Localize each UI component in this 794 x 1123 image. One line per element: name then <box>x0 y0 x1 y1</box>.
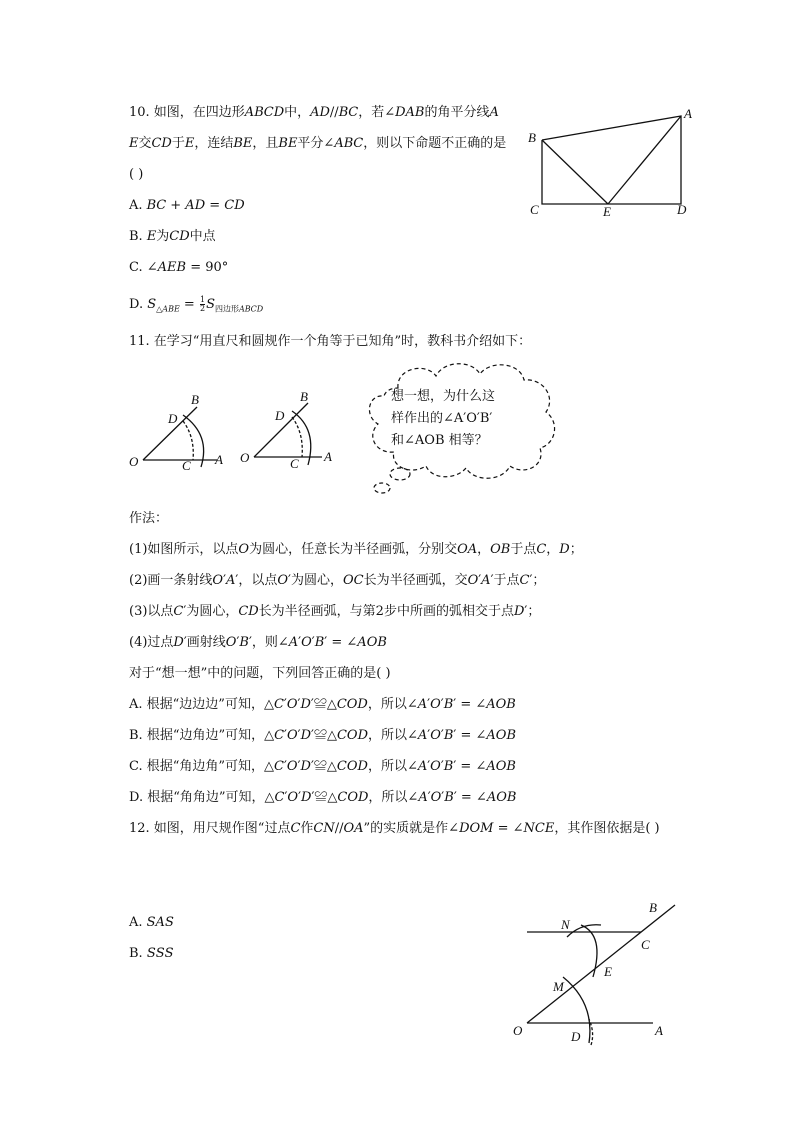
cloud-bubble-1 <box>390 468 410 480</box>
q10-option-d-prefix: D. 𝑆 <box>129 297 157 312</box>
q10-option-b: B. 𝐸为𝐶𝐷中点 <box>129 229 216 244</box>
q11-left-label-d: D <box>168 411 178 426</box>
q11-figure-right <box>236 385 341 475</box>
q12-label-n: N <box>561 917 570 932</box>
q11-left-dashed-chord <box>183 421 193 460</box>
q10-option-d-frac-den: 2 <box>199 304 206 313</box>
q11-right-label-c: C <box>290 456 299 471</box>
q10-stem-line2: 𝐸交𝐶𝐷于𝐸，连结𝐵𝐸，且𝐵𝐸平分∠𝐴𝐵𝐶，则以下命题不正确的是 <box>129 136 507 151</box>
q10-option-d <box>129 296 263 319</box>
q10-option-d-sub1: △𝐴𝐵𝐸 <box>156 304 180 314</box>
q12-stem: 12. 如图，用尺规作图“过点𝐶作𝐶𝑁//𝑂𝐴”的实质就是作∠𝐷𝑂𝑀 = ∠𝑁𝐶𝐸，其作图依据是( ) <box>129 821 660 836</box>
q12-label-m: M <box>553 979 564 994</box>
q12-figure <box>505 895 695 1045</box>
q11-question: 对于“想一想”中的问题，下列回答正确的是( ) <box>129 666 391 681</box>
q12-line-ob <box>527 905 675 1023</box>
q10-stem-line3: ( ) <box>129 167 144 182</box>
q11-step1: (1)如图所示，以点𝑂为圆心，任意长为半径画弧，分别交𝑂𝐴，𝑂𝐵于点𝐶，𝐷； <box>129 542 583 557</box>
q11-left-label-c: C <box>182 458 191 473</box>
q11-option-d: D. 根据“角角边”可知，△𝐶′𝑂′𝐷′≌△𝐶𝑂𝐷，所以∠𝐴′𝑂′𝐵′ = ∠𝐴𝑂𝐵 <box>129 790 517 805</box>
q12-label-d: D <box>571 1029 581 1044</box>
q11-option-c: C. 根据“角边角”可知，△𝐶′𝑂′𝐷′≌△𝐶𝑂𝐷，所以∠𝐴′𝑂′𝐵′ = ∠𝐴𝑂𝐵 <box>129 759 516 774</box>
q11-stem: 11. 在学习“用直尺和圆规作一个角等于已知角”时，教科书介绍如下： <box>129 334 532 349</box>
q11-figure-left <box>125 385 230 475</box>
q11-right-dashed-chord <box>292 417 302 457</box>
q12-label-e: E <box>604 964 612 979</box>
q10-figure <box>520 100 700 225</box>
q10-label-e: E <box>603 204 611 219</box>
q11-option-b: B. 根据“边角边”可知，△𝐶′𝑂′𝐷′≌△𝐶𝑂𝐷，所以∠𝐴′𝑂′𝐵′ = ∠𝐴𝑂𝐵 <box>129 728 517 743</box>
q11-step2: (2)画一条射线𝑂′𝐴′，以点𝑂′为圆心，𝑂𝐶长为半径画弧，交𝑂′𝐴′于点𝐶′； <box>129 573 546 588</box>
cloud-text-line1: 想一想，为什么这 <box>391 389 496 404</box>
q10-segment-ae <box>608 116 681 204</box>
cloud-text-line3: 和∠AOB 相等？ <box>391 433 488 448</box>
q12-label-b: B <box>649 900 657 915</box>
q11-left-label-b: B <box>191 392 199 407</box>
q11-step4: (4)过点𝐷′画射线𝑂′𝐵′，则∠𝐴′𝑂′𝐵′ = ∠𝐴𝑂𝐵 <box>129 635 387 650</box>
cloud-bubble-2 <box>374 483 390 493</box>
q12-label-c: C <box>641 937 650 952</box>
q10-option-d-eq: = <box>179 297 199 312</box>
q12-label-o: O <box>513 1023 523 1038</box>
q11-left-label-a: A <box>215 452 223 467</box>
q11-left-label-o: O <box>129 454 139 469</box>
q12-option-a: A. 𝑆𝐴𝑆 <box>129 915 174 930</box>
q10-option-d-s: 𝑆 <box>206 297 215 312</box>
q10-option-d-sub2: 四边形𝐴𝐵𝐶𝐷 <box>214 304 264 314</box>
q10-stem-line1: 10. 如图，在四边形𝐴𝐵𝐶𝐷中，𝐴𝐷//𝐵𝐶，若∠𝐷𝐴𝐵的角平分线𝐴 <box>129 105 499 120</box>
cloud-text-line2: 样作出的∠A′O′B′ <box>391 411 493 426</box>
q11-right-label-d: D <box>275 408 285 423</box>
q12-arc-small <box>567 925 601 937</box>
q12-label-a: A <box>655 1023 663 1038</box>
q10-label-d: D <box>677 202 687 217</box>
q11-step3: (3)以点𝐶′为圆心，𝐶𝐷长为半径画弧，与第2步中所画的弧相交于点𝐷′； <box>129 604 541 619</box>
q11-right-label-a: A <box>324 449 332 464</box>
q11-right-label-o: O <box>240 450 250 465</box>
q12-arc-upper <box>581 925 597 977</box>
q10-label-b: B <box>528 130 536 145</box>
q10-label-a: A <box>684 106 692 121</box>
q10-label-c: C <box>530 202 539 217</box>
q10-option-d-frac-num: 1 <box>199 295 206 304</box>
q11-option-a: A. 根据“边边边”可知，△𝐶′𝑂′𝐷′≌△𝐶𝑂𝐷，所以∠𝐴′𝑂′𝐵′ = ∠𝐴𝑂𝐵 <box>129 697 516 712</box>
q10-option-c: C. ∠𝐴𝐸𝐵 = 90° <box>129 260 229 275</box>
q12-option-b: B. 𝑆𝑆𝑆 <box>129 946 174 961</box>
q10-segment-be <box>542 140 608 204</box>
q11-right-label-b: B <box>300 389 308 404</box>
q11-method-title: 作法： <box>129 511 169 526</box>
q10-option-a: A. 𝐵𝐶 + 𝐴𝐷 = 𝐶𝐷 <box>129 198 245 213</box>
